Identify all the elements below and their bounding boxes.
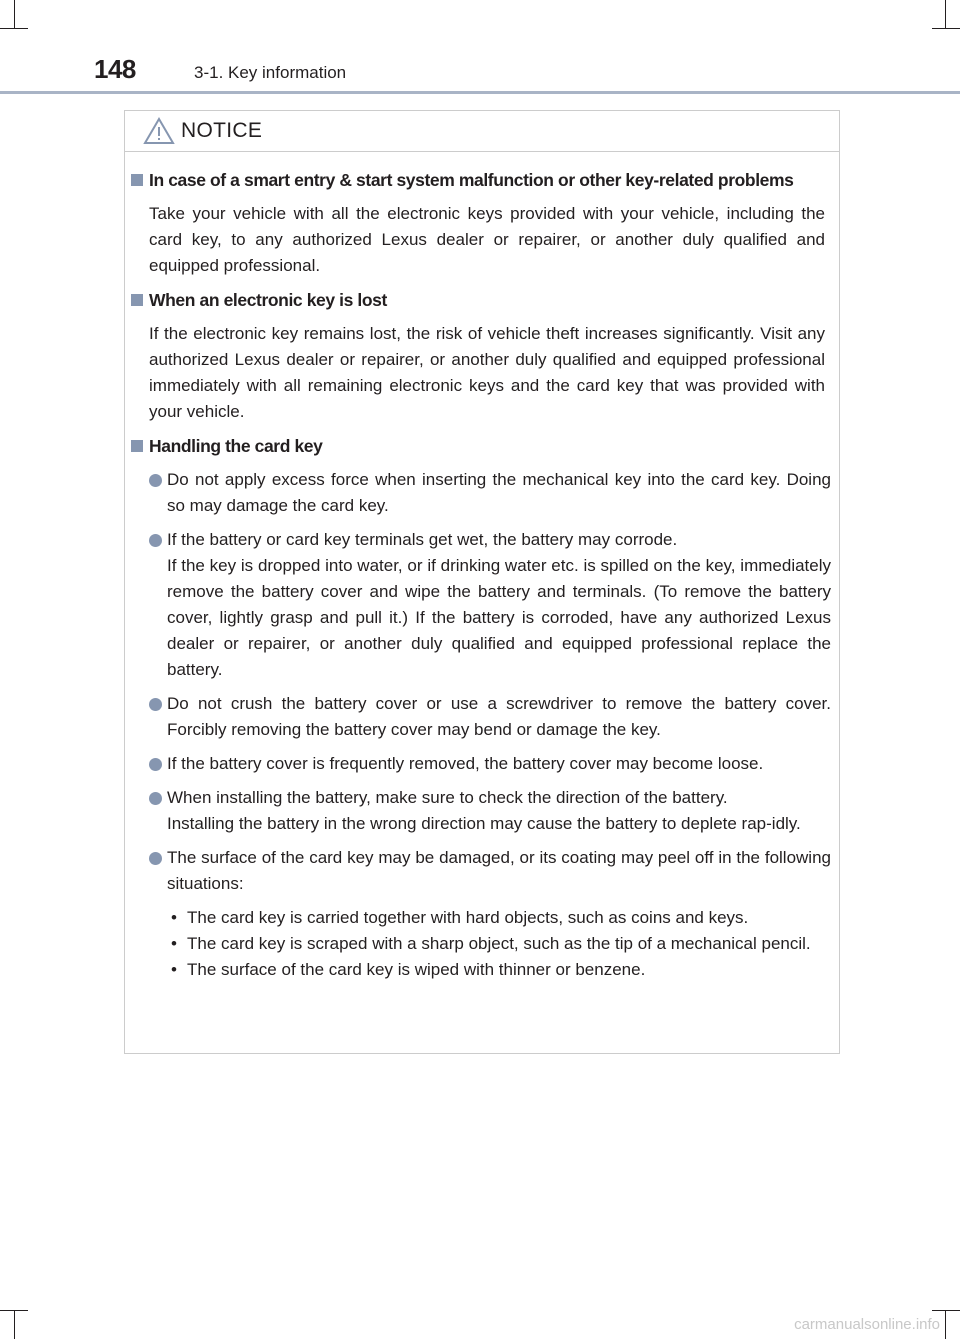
sub-item-text: The card key is scraped with a sharp object, such as the tip of a mechanical pencil. [187, 934, 811, 953]
section-heading [131, 433, 839, 459]
round-bullet-icon [149, 534, 162, 547]
sub-list [167, 905, 825, 983]
header-rule [0, 91, 960, 94]
bullet-item [149, 845, 831, 897]
bullet-text: Do not apply excess force when inserting the mechanical key into the card key. Doing so may damage the card key. [167, 470, 831, 515]
square-bullet-icon [131, 294, 143, 306]
section-heading [131, 167, 839, 193]
sub-list-item [167, 931, 825, 957]
notice-label: NOTICE [181, 119, 263, 142]
heading-text: In case of a smart entry & start system malfunction or other key-related problems [149, 170, 794, 190]
sub-item-text: The card key is carried together with hard objects, such as coins and keys. [187, 908, 749, 927]
sub-list-item [167, 957, 825, 983]
notice-content [125, 167, 839, 983]
bullet-text: If the battery or card key terminals get wet, the battery may corrode. [167, 530, 678, 549]
crop-mark-bottom-left-v [14, 1311, 15, 1339]
page-number: 148 [94, 54, 136, 84]
crop-mark-bottom-right-h [932, 1310, 960, 1311]
bullet-item [149, 751, 831, 777]
bullet-text: Installing the battery in the wrong direction may cause the battery to deplete rap-idly. [167, 814, 801, 833]
bullet-item [149, 467, 831, 519]
small-dot-icon: • [171, 960, 177, 979]
warning-triangle-icon [143, 117, 175, 145]
round-bullet-icon [149, 698, 162, 711]
sub-list-item [167, 905, 825, 931]
bullet-text: The surface of the card key may be damaged, or its coating may peel off in the following situations: [167, 848, 831, 893]
bullet-text: When installing the battery, make sure to check the direction of the battery. [167, 788, 728, 807]
paragraph: If the electronic key remains lost, the risk of vehicle theft increases significantly. Visit any authorized Lexus dealer or repairer, or another duly qualified and equipped professional immediately with all remaining electronic keys and the card key that was provided with your vehicle. [149, 324, 825, 421]
crop-mark-bottom-right-v [945, 1311, 946, 1339]
bullet-text: If the key is dropped into water, or if drinking water etc. is spilled on the key, immediately remove the battery cover and wipe the battery and terminals. (To remove the battery cover, lightly grasp and pull it.) If the battery is corroded, have any authorized Lexus dealer or repairer, or another duly qualified and equipped professional replace the battery. [167, 556, 831, 679]
bullet-item [149, 527, 831, 683]
bullet-text: Do not crush the battery cover or use a screwdriver to remove the battery cover. Forcibly removing the battery cover may bend or damage the key. [167, 694, 831, 739]
bullet-text: If the battery cover is frequently removed, the battery cover may become loose. [167, 754, 764, 773]
notice-box [124, 110, 840, 1054]
round-bullet-icon [149, 852, 162, 865]
sub-item-text: The surface of the card key is wiped with thinner or benzene. [187, 960, 646, 979]
round-bullet-icon [149, 474, 162, 487]
paragraph: Take your vehicle with all the electronic keys provided with your vehicle, including the card key, to any authorized Lexus dealer or repairer, or another duly qualified and equipped professional. [149, 204, 825, 275]
bullet-item [149, 691, 831, 743]
watermark: carmanualsonline.info [794, 1316, 940, 1333]
square-bullet-icon [131, 174, 143, 186]
page-header [0, 0, 960, 100]
round-bullet-icon [149, 792, 162, 805]
round-bullet-icon [149, 758, 162, 771]
section-heading [131, 287, 839, 313]
heading-text: Handling the card key [149, 436, 323, 456]
bullet-item [149, 785, 831, 837]
small-dot-icon: • [171, 908, 177, 927]
heading-text: When an electronic key is lost [149, 290, 387, 310]
notice-header [125, 111, 839, 152]
square-bullet-icon [131, 440, 143, 452]
small-dot-icon: • [171, 934, 177, 953]
section-title: 3-1. Key information [194, 63, 347, 82]
